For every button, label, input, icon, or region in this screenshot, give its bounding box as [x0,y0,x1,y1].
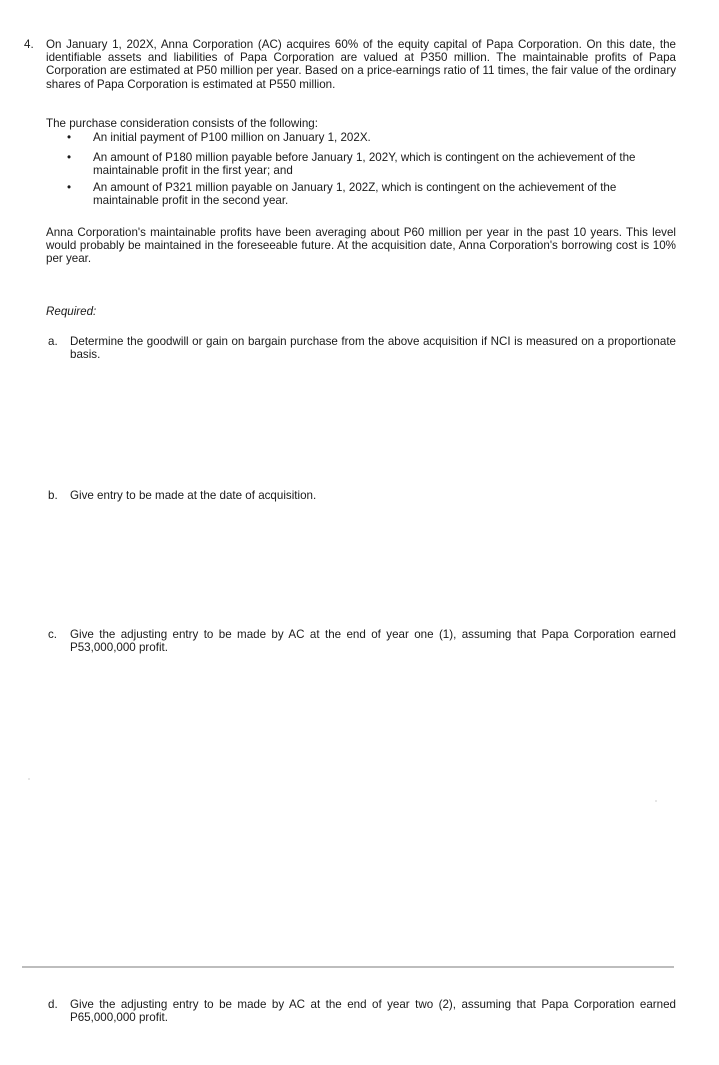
scan-speck [28,778,30,780]
question-intro: On January 1, 202X, Anna Corporation (AC) acquires 60% of the equity capital of Papa Corporation. On this date, the identifiable assets and liabilities of Papa Corporation are valued at P350 million. The maintainable profits of Papa Corporation are estimated at P50 million per year. Based on a price-earnings ratio of 11 times, the fair value of the ordinary shares of Papa Corporation is estimated at P550 million. [46,38,676,91]
part-label: a. [48,335,58,348]
part-text: Give the adjusting entry to be made by AC at the end of year one (1), assuming that Papa Corporation earned P53,000,000 profit. [70,628,676,655]
part-label: c. [48,628,58,641]
part-label: b. [48,489,58,502]
part-label: d. [48,998,58,1011]
scan-speck [655,800,657,802]
part-text: Give the adjusting entry to be made by AC at the end of year two (2), assuming that Papa Corporation earned P65,000,000 profit. [70,998,676,1025]
bullet-icon: • [67,131,72,144]
question-number: 4. [24,38,34,51]
context-paragraph: Anna Corporation's maintainable profits have been averaging about P60 million per year in the past 10 years. This level would probably be maintained in the foreseeable future. At the acquisition date, Anna Corporation's borrowing cost is 10% per year. [46,226,676,266]
consideration-item-text: An amount of P321 million payable on January 1, 202Z, which is contingent on the achievement of the maintainable profit in the second year. [93,181,617,208]
bullet-icon: • [67,181,72,194]
consideration-item-text: An initial payment of P100 million on January 1, 202X. [93,131,371,144]
consideration-heading: The purchase consideration consists of the following: [46,117,318,130]
part-text: Give entry to be made at the date of acquisition. [70,489,317,502]
consideration-item-text: An amount of P180 million payable before January 1, 202Y, which is contingent on the achievement of the maintainable profit in the first year; and [93,151,636,178]
bullet-icon: • [67,151,72,164]
required-heading: Required: [46,305,97,318]
page-divider [22,966,674,968]
part-text: Determine the goodwill or gain on bargain purchase from the above acquisition if NCI is measured on a proportionate basis. [70,335,676,362]
